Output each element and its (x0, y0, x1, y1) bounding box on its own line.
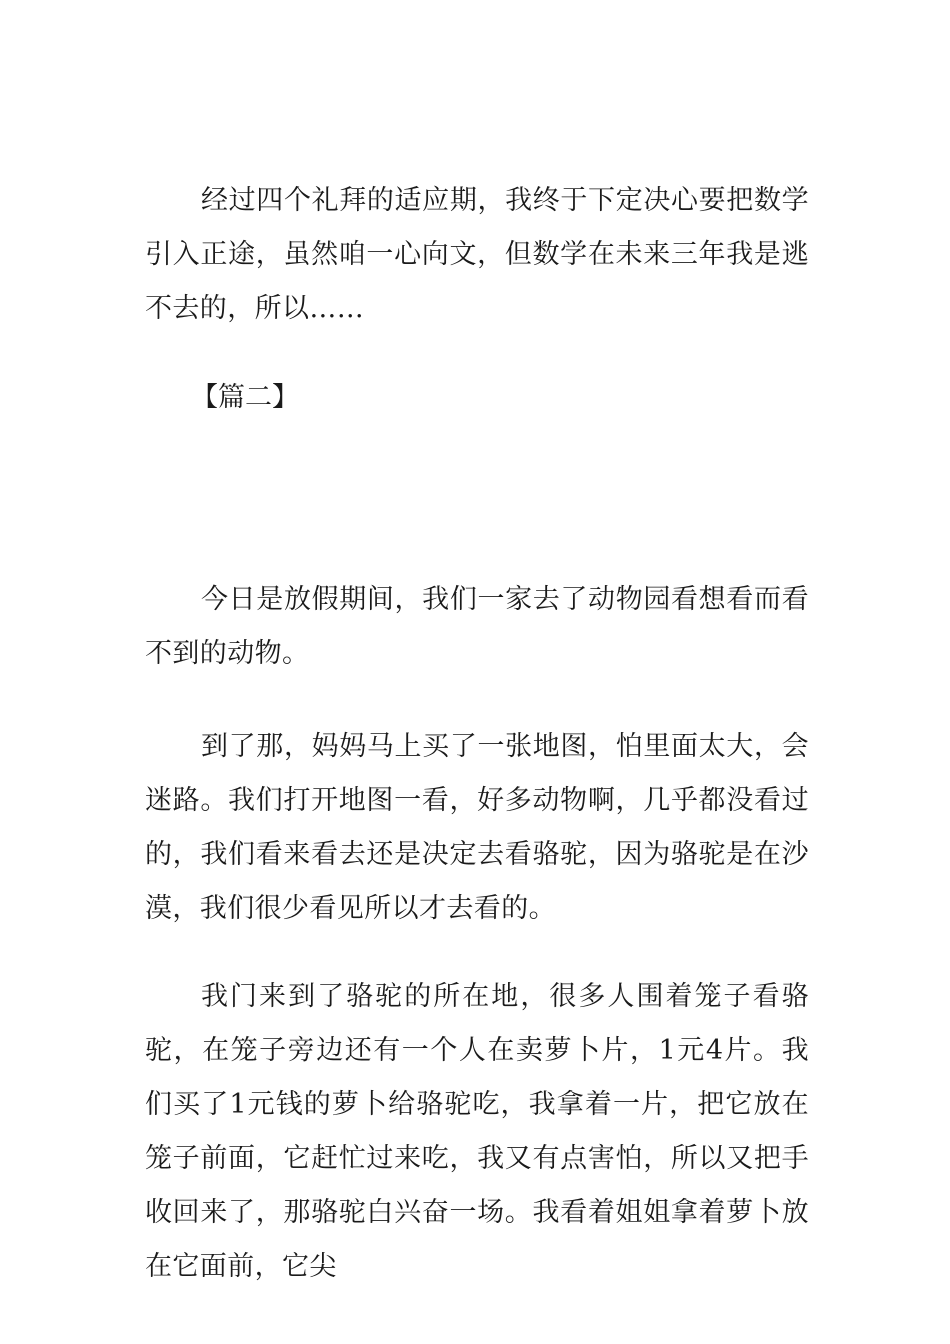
paragraph: 今日是放假期间，我们一家去了动物园看想看而看不到的动物。 (145, 584, 809, 669)
paragraph: 我门来到了骆驼的所在地，很多人围着笼子看骆驼，在笼子旁边还有一个人在卖萝卜片，1元4片。我们买了1元钱的萝卜给骆驼吃，我拿着一片，把它放在笼子前面，它赶忙过来吃，我又有点害怕，所以又把手收回来了，那骆驼白兴奋一场。我看着姐姐拿着萝卜放在它面前，它尖 (145, 981, 809, 1282)
paragraph: 到了那，妈妈马上买了一张地图，怕里面太大，会迷路。我们打开地图一看，好多动物啊，几乎都没看过的，我们看来看去还是决定去看骆驼，因为骆驼是在沙漠，我们很少看见所以才去看的。 (145, 731, 809, 924)
paragraph-intro: 经过四个礼拜的适应期，我终于下定决心要把数学引入正途，虽然咱一心向文，但数学在未来三年我是逃不去的，所以…… (145, 185, 809, 324)
section-heading: 【篇二】 (191, 382, 299, 413)
